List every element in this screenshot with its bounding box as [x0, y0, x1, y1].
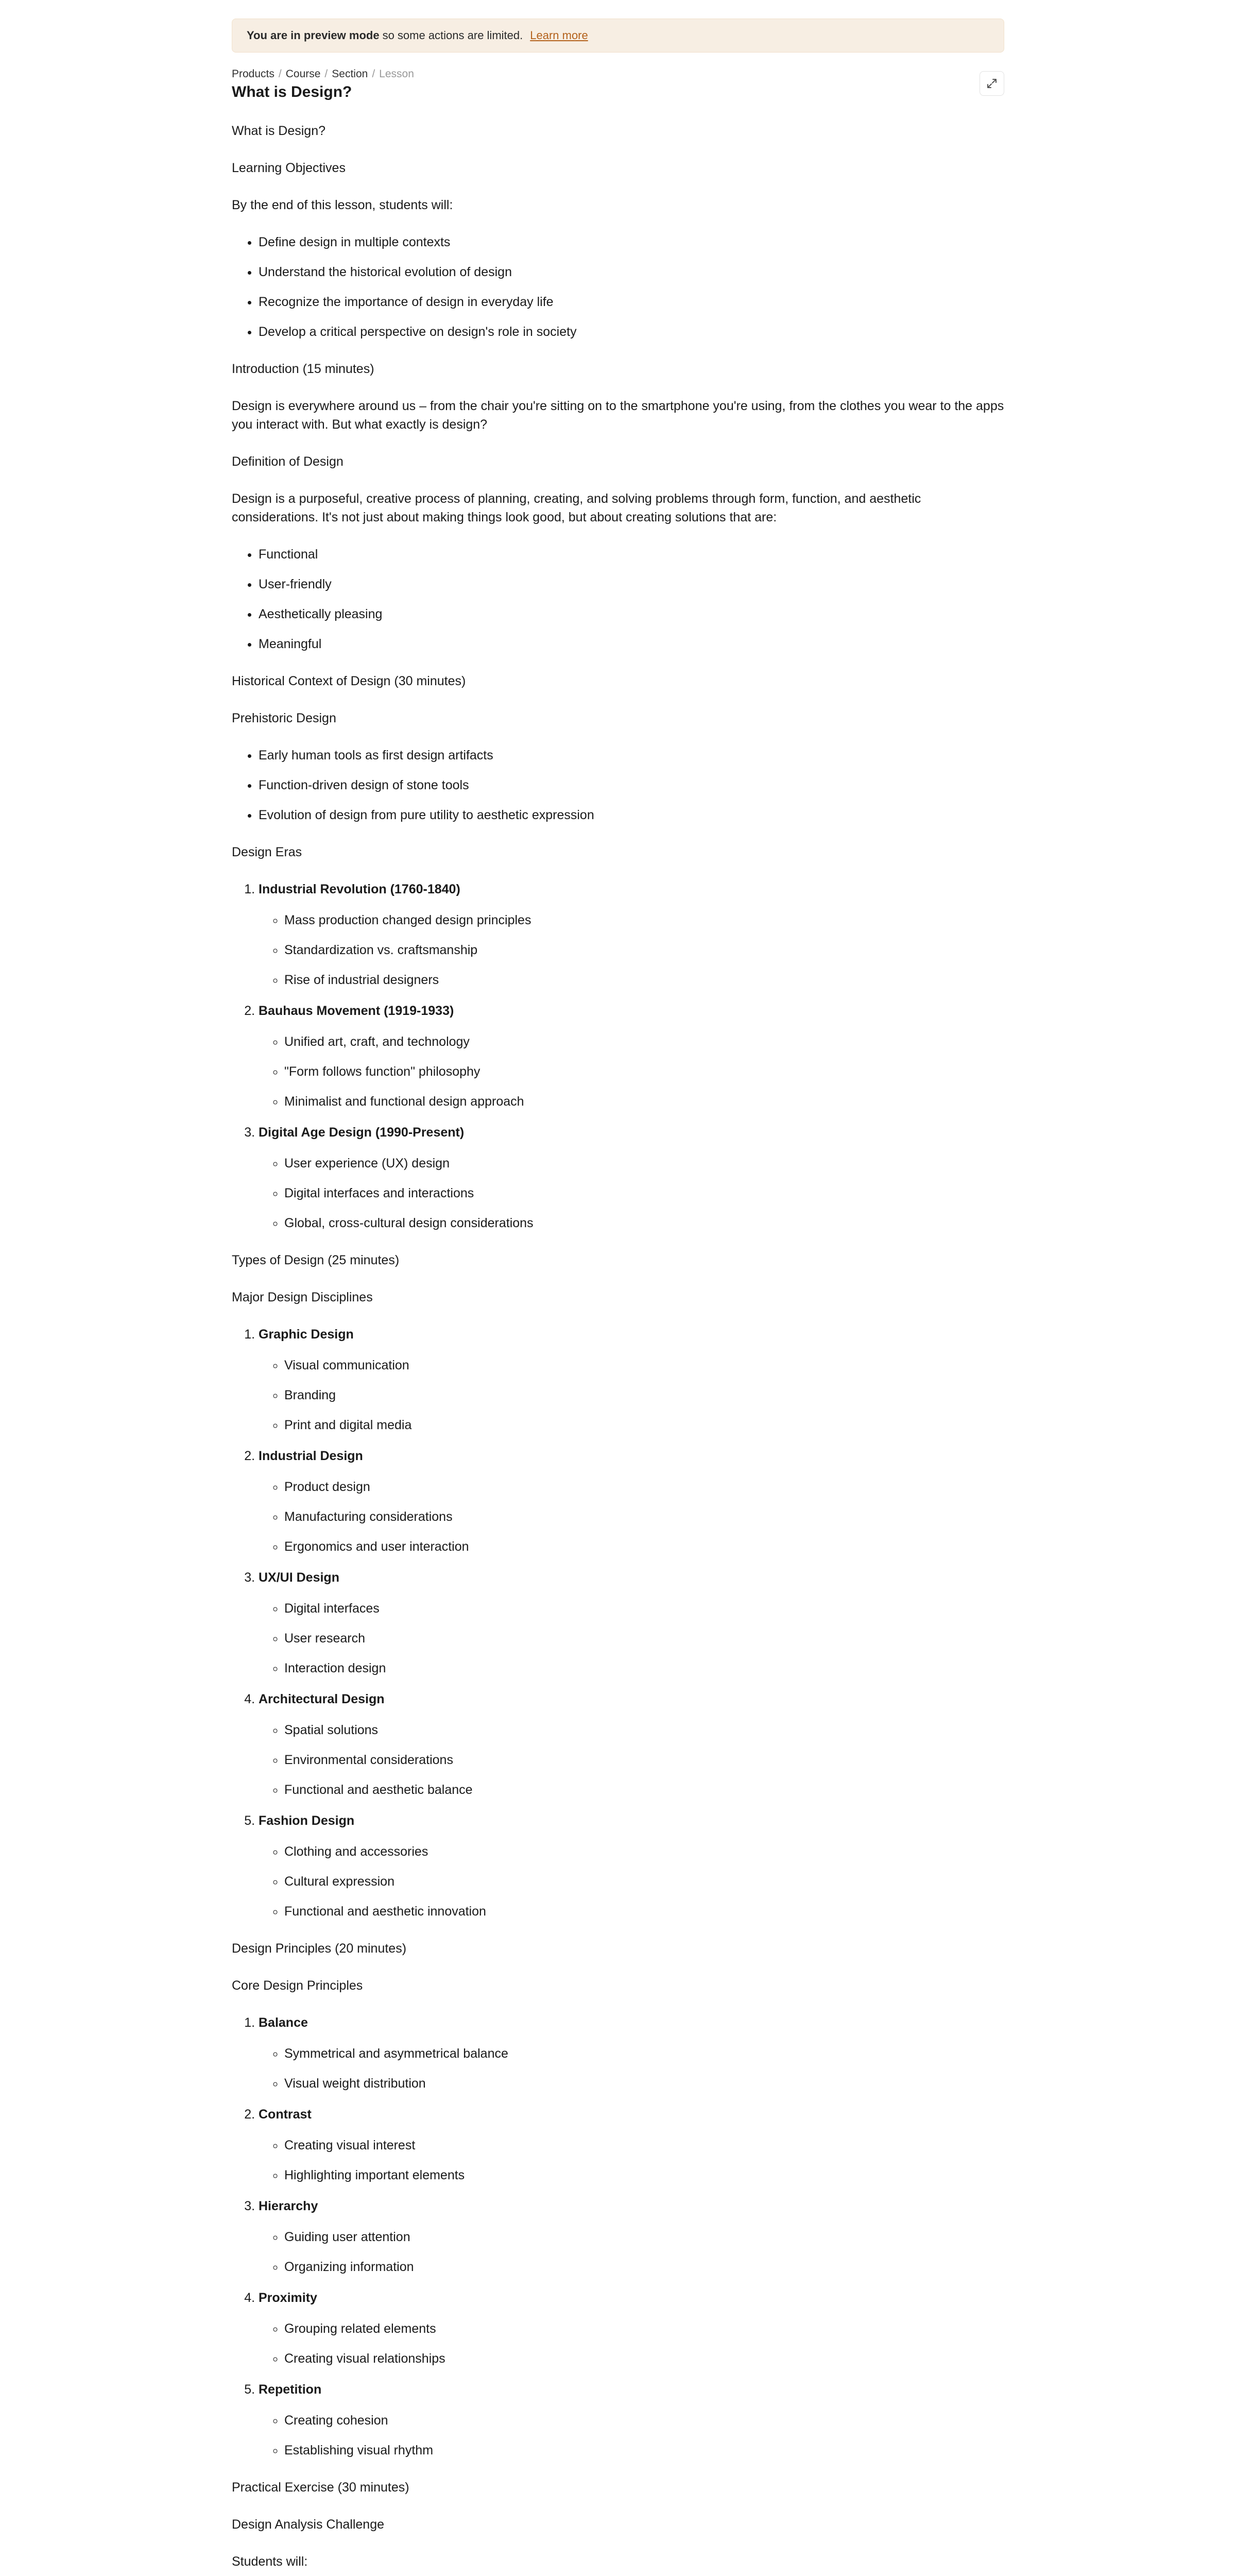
prehistoric-heading: Prehistoric Design	[232, 711, 336, 725]
expand-button[interactable]	[980, 71, 1004, 96]
list-item: ◦ Minimalist and functional design approach	[284, 1092, 1004, 1111]
list-item: ◦ Visual weight distribution	[284, 2074, 1004, 2093]
eras-heading: Design Eras	[232, 845, 302, 859]
era-title: Digital Age Design (1990-Present)	[259, 1125, 465, 1140]
disciplines-list	[232, 1325, 1004, 1921]
banner-text: so some actions are limited.	[382, 29, 523, 42]
era-title: Bauhaus Movement (1919-1933)	[259, 1004, 454, 1018]
principles-list	[232, 2013, 1004, 2460]
breadcrumb-section[interactable]: Section	[332, 68, 368, 80]
learn-more-link[interactable]: Learn more	[530, 29, 588, 42]
discipline-title: Graphic Design	[259, 1327, 354, 1342]
era-item	[259, 1002, 1004, 1111]
era-title: Industrial Revolution (1760-1840)	[259, 882, 460, 896]
list-item: ◦ Spatial solutions	[284, 1721, 1004, 1739]
discipline-item	[259, 1568, 1004, 1677]
intro-heading: Introduction (15 minutes)	[232, 362, 374, 376]
principle-title: Proximity	[259, 2291, 317, 2305]
definition-text: Design is a purposeful, creative process of planning, creating, and solving problems through form, function, and aesthetic considerations. It's not just about making things look good, but about creating solutions that are:	[232, 492, 921, 524]
breadcrumb-separator: /	[278, 68, 282, 80]
breadcrumb-lesson: Lesson	[379, 68, 414, 80]
list-item: ◦ Product design	[284, 1478, 1004, 1496]
breadcrumb-products[interactable]: Products	[232, 68, 274, 80]
discipline-title: Industrial Design	[259, 1449, 363, 1463]
list-item: ◦ Branding	[284, 1386, 1004, 1404]
principles-heading: Design Principles (20 minutes)	[232, 1941, 407, 1956]
list-item: • User-friendly	[259, 575, 1004, 594]
discipline-title: Fashion Design	[259, 1814, 355, 1828]
preview-mode-banner	[232, 19, 1004, 53]
list-item: ◦ Digital interfaces and interactions	[284, 1184, 1004, 1202]
list-item: • Develop a critical perspective on design's role in society	[259, 323, 1004, 341]
list-item: • Understand the historical evolution of design	[259, 263, 1004, 281]
core-principles-heading: Core Design Principles	[232, 1978, 363, 1993]
list-item: ◦ User experience (UX) design	[284, 1154, 1004, 1173]
list-item: ◦ Highlighting important elements	[284, 2166, 1004, 2184]
lesson-page	[232, 0, 1004, 2576]
list-item: ◦ Establishing visual rhythm	[284, 2441, 1004, 2460]
list-item: ◦ Grouping related elements	[284, 2319, 1004, 2338]
disciplines-heading: Major Design Disciplines	[232, 1290, 373, 1304]
types-heading: Types of Design (25 minutes)	[232, 1253, 400, 1267]
list-item: • Evolution of design from pure utility to aesthetic expression	[259, 806, 1004, 824]
list-item: ◦ Manufacturing considerations	[284, 1507, 1004, 1526]
list-item: ◦ Rise of industrial designers	[284, 971, 1004, 989]
list-item: ◦ Creating visual interest	[284, 2136, 1004, 2155]
breadcrumb-course[interactable]: Course	[285, 68, 321, 80]
era-item	[259, 880, 1004, 989]
objectives-intro: By the end of this lesson, students will:	[232, 198, 453, 212]
list-item: ◦ Cultural expression	[284, 1872, 1004, 1891]
list-item: ◦ Interaction design	[284, 1659, 1004, 1677]
principle-item	[259, 2105, 1004, 2184]
era-item	[259, 1123, 1004, 1232]
list-item: • Functional	[259, 545, 1004, 564]
discipline-title: Architectural Design	[259, 1692, 385, 1706]
list-item: ◦ Symmetrical and asymmetrical balance	[284, 2044, 1004, 2063]
objectives-heading: Learning Objectives	[232, 161, 346, 175]
prehistoric-list	[232, 746, 1004, 824]
exercise-heading: Practical Exercise (30 minutes)	[232, 2480, 409, 2495]
list-item: ◦ Digital interfaces	[284, 1599, 1004, 1618]
discipline-item	[259, 1325, 1004, 1434]
discipline-item	[259, 1447, 1004, 1556]
definition-list	[232, 545, 1004, 653]
principle-item	[259, 2013, 1004, 2093]
list-item: ◦ Functional and aesthetic balance	[284, 1781, 1004, 1799]
list-item: ◦ Organizing information	[284, 2258, 1004, 2276]
challenge-heading: Design Analysis Challenge	[232, 2517, 385, 2532]
list-item: ◦ Standardization vs. craftsmanship	[284, 941, 1004, 959]
list-item: • Meaningful	[259, 635, 1004, 653]
objectives-list	[232, 233, 1004, 341]
list-item: ◦ Creating cohesion	[284, 2411, 1004, 2430]
list-item: ◦ Creating visual relationships	[284, 2349, 1004, 2368]
intro-text: Design is everywhere around us – from the chair you're sitting on to the smartphone you're using, from the clothes you wear to the apps you interact with. But what exactly is design?	[232, 399, 1004, 432]
expand-icon	[986, 78, 998, 89]
discipline-title: UX/UI Design	[259, 1570, 339, 1585]
list-item: ◦ Print and digital media	[284, 1416, 1004, 1434]
history-heading: Historical Context of Design (30 minutes)	[232, 674, 466, 688]
lesson-heading: What is Design?	[232, 124, 326, 138]
page-title: What is Design?	[232, 83, 352, 100]
discipline-item	[259, 1690, 1004, 1799]
list-item: ◦ Functional and aesthetic innovation	[284, 1902, 1004, 1921]
list-item: • Define design in multiple contexts	[259, 233, 1004, 251]
list-item: ◦ Mass production changed design principles	[284, 911, 1004, 929]
breadcrumb	[232, 68, 1004, 80]
list-item: ◦ User research	[284, 1629, 1004, 1648]
principle-title: Balance	[259, 2015, 308, 2030]
lesson-content	[232, 122, 1004, 2576]
list-item: • Early human tools as first design artifacts	[259, 746, 1004, 765]
list-item: • Recognize the importance of design in everyday life	[259, 293, 1004, 311]
breadcrumb-separator: /	[324, 68, 328, 80]
list-item: ◦ Visual communication	[284, 1356, 1004, 1375]
list-item: ◦ "Form follows function" philosophy	[284, 1062, 1004, 1081]
list-item: ◦ Environmental considerations	[284, 1751, 1004, 1769]
principle-title: Contrast	[259, 2107, 312, 2122]
principle-title: Repetition	[259, 2382, 322, 2397]
discipline-item	[259, 1811, 1004, 1921]
students-will-text: Students will:	[232, 2554, 308, 2569]
principle-item	[259, 2289, 1004, 2368]
principle-title: Hierarchy	[259, 2199, 318, 2213]
list-item: ◦ Global, cross-cultural design considerations	[284, 1214, 1004, 1232]
eras-list	[232, 880, 1004, 1232]
definition-heading: Definition of Design	[232, 454, 344, 469]
list-item: ◦ Clothing and accessories	[284, 1842, 1004, 1861]
title-row	[232, 83, 1004, 104]
principle-item	[259, 2197, 1004, 2276]
list-item: • Aesthetically pleasing	[259, 605, 1004, 623]
list-item: ◦ Unified art, craft, and technology	[284, 1032, 1004, 1051]
list-item: • Function-driven design of stone tools	[259, 776, 1004, 794]
list-item: ◦ Ergonomics and user interaction	[284, 1537, 1004, 1556]
breadcrumb-separator: /	[372, 68, 375, 80]
principle-item	[259, 2380, 1004, 2460]
banner-bold-text: You are in preview mode	[247, 29, 380, 42]
list-item: ◦ Guiding user attention	[284, 2228, 1004, 2246]
